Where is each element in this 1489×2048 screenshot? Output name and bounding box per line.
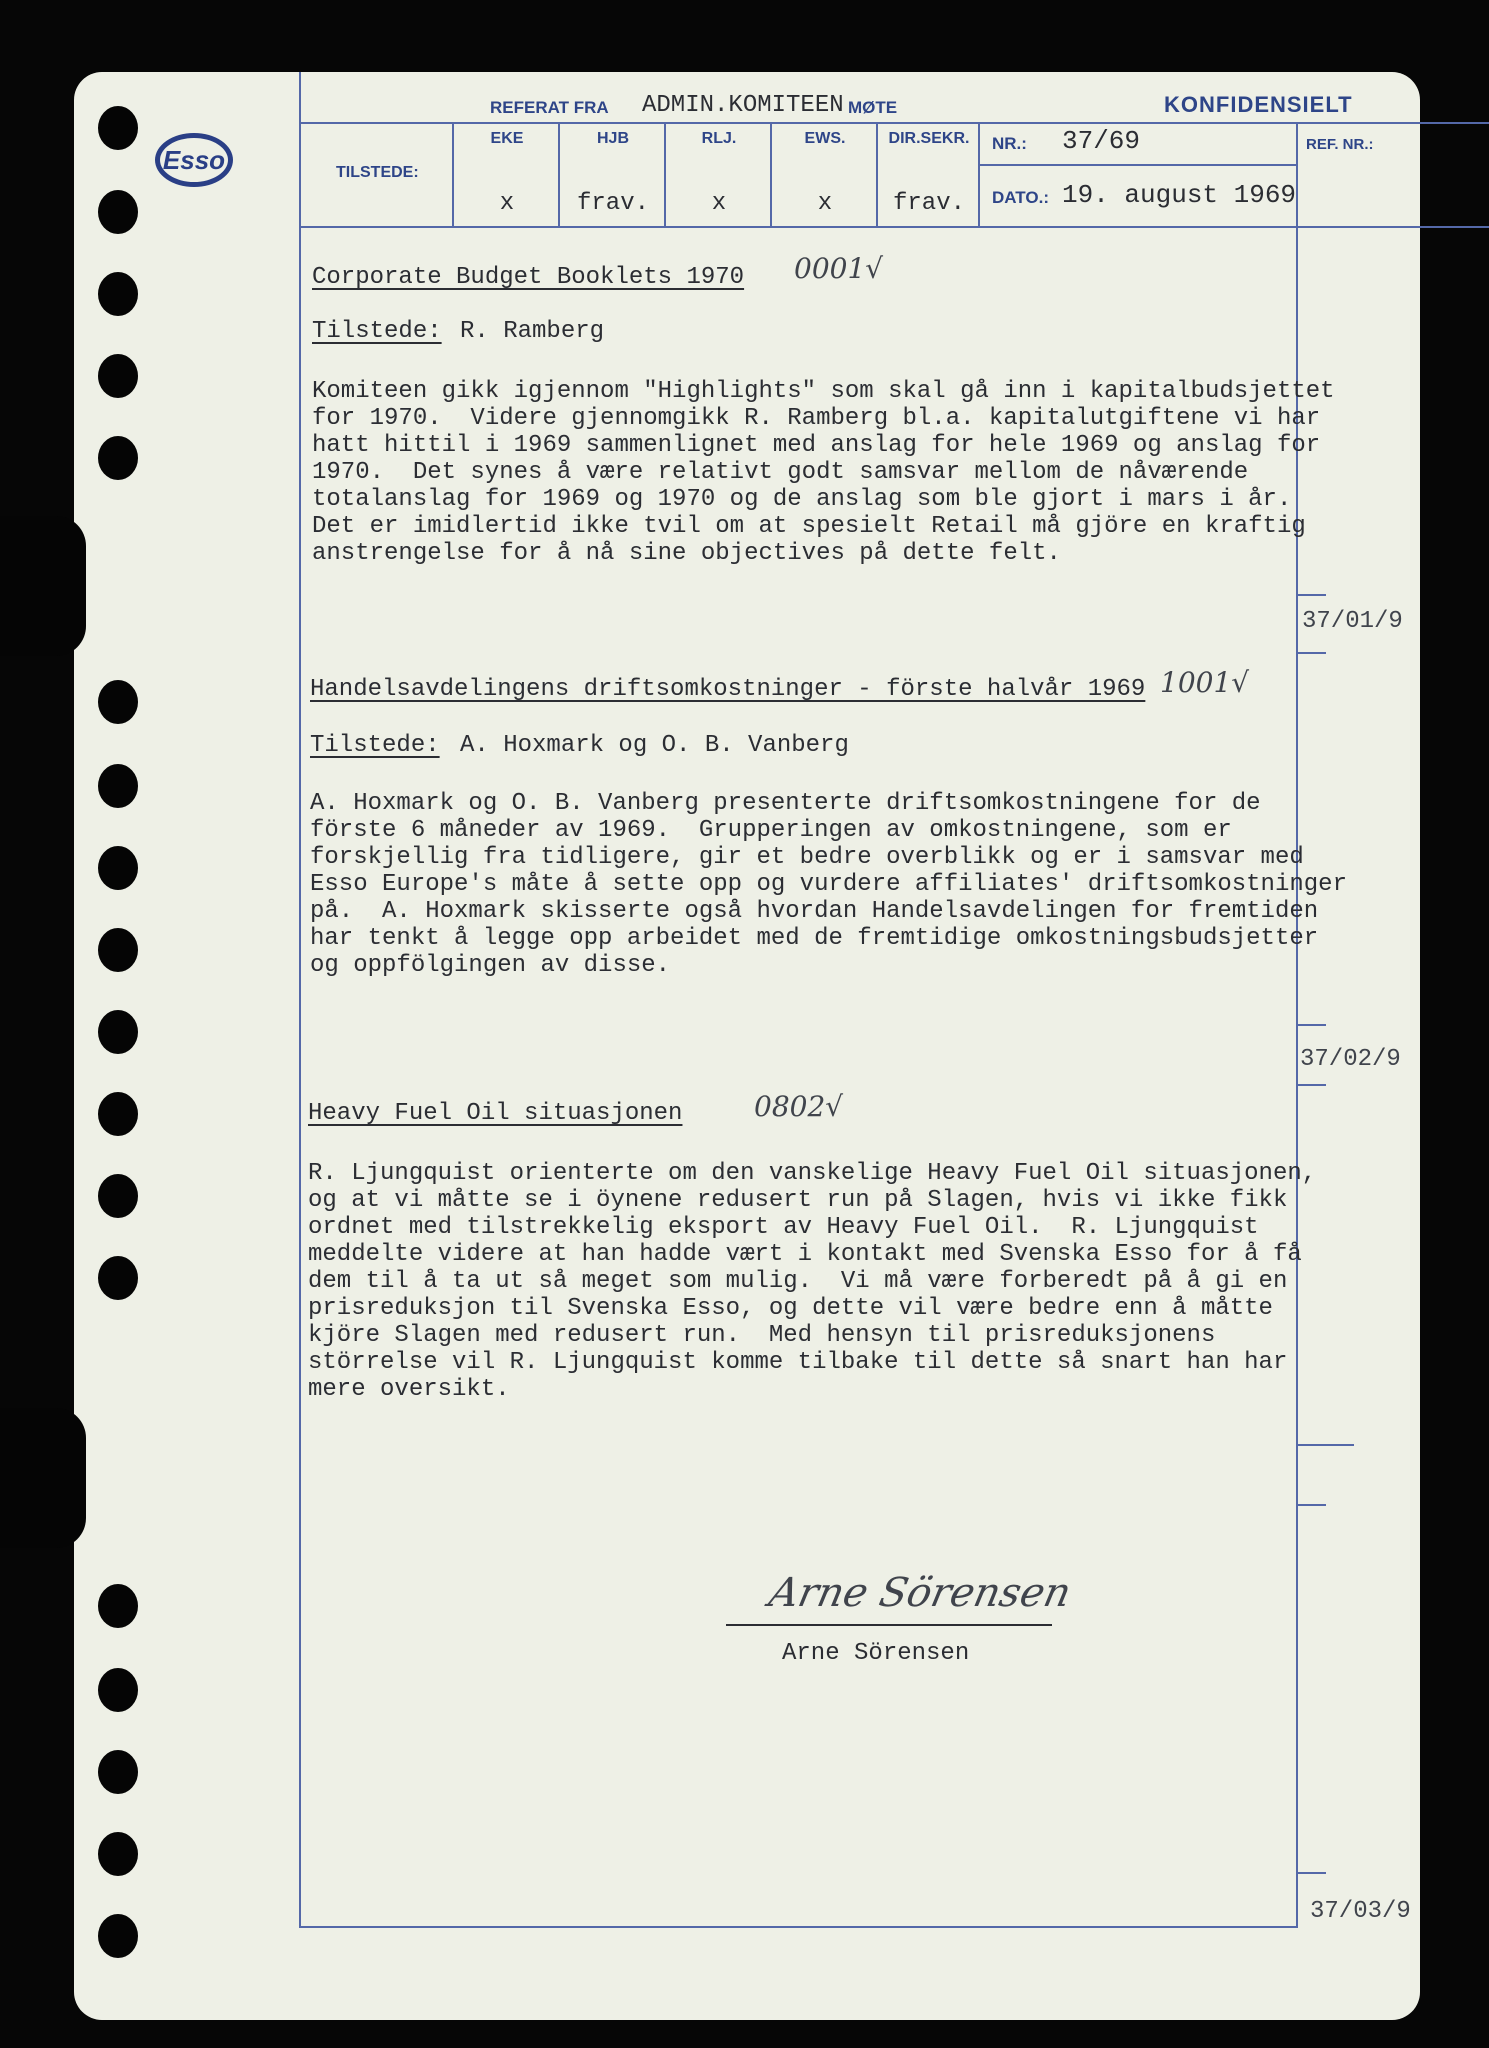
section-code: 0001√	[794, 252, 884, 285]
col-value-eke: x	[499, 190, 515, 217]
margin-ref: 37/03/9	[1310, 1898, 1411, 1925]
referat-fra-value: ADMIN.KOMITEEN	[642, 92, 844, 119]
header-top-rule	[299, 122, 1489, 124]
binder-hole	[98, 1832, 138, 1876]
left-margin-rule	[299, 72, 301, 1928]
present-value: R. Ramberg	[460, 318, 605, 345]
col-label-hjb: HJB	[596, 130, 629, 147]
binder-hole	[98, 1584, 138, 1628]
margin-ref: 37/01/9	[1302, 608, 1403, 635]
col-label-ews: EWS.	[804, 130, 846, 147]
handwritten-signature: Arne Sörensen	[765, 1570, 1076, 1616]
ref-nr-label: REF. NR.:	[1306, 136, 1374, 153]
header-mid-rule	[978, 164, 1296, 166]
margin-tick	[1296, 1084, 1326, 1086]
mote-label: MØTE	[848, 98, 898, 117]
margin-ref: 37/02/9	[1300, 1046, 1401, 1073]
section-code: 0802√	[754, 1090, 844, 1123]
dato-label: DATO.:	[992, 188, 1049, 207]
margin-tick	[1296, 1504, 1326, 1506]
col-label-dirsekr: DIR.SEKR.	[888, 130, 970, 147]
binder-hole	[98, 1914, 138, 1958]
section-body: Komiteen gikk igjennom "Highlights" som skal gå inn i kapitalbudsjettet for 1970. Videre gjennomgikk R. Ramberg bl.a. kapitalutgiftene vi har hatt hittil i 1969 sammenlignet med anslag for hele 1969 og anslag for 1970. Det synes å være relativt godt samsvar mellom de nåværende totalanslag for 1969 og 1970 og de anslag som ble gjort i mars i år. Det er imidlertid ikke tvil om at spesielt Retail må gjöre en kraftig anstrengelse for å nå sine objectives på dette felt.	[312, 378, 1335, 567]
nr-value: 37/69	[1062, 126, 1141, 156]
esso-logo: Esso	[155, 133, 233, 187]
binder-hole	[98, 106, 138, 150]
binder-hole	[98, 1174, 138, 1218]
col-value-rlj: x	[711, 190, 727, 217]
signature-line	[726, 1624, 1052, 1626]
present-value: A. Hoxmark og O. B. Vanberg	[460, 732, 849, 759]
section-title: Handelsavdelingens driftsomkostninger - förste halvår 1969	[310, 676, 1146, 703]
section-title: Heavy Fuel Oil situasjonen	[308, 1100, 683, 1127]
binder-hole	[98, 1256, 138, 1300]
header-col-sep	[1296, 124, 1298, 228]
binder-hole	[98, 846, 138, 890]
header-bottom-rule	[299, 226, 1489, 228]
referat-fra-label: REFERAT FRA	[490, 98, 609, 117]
binder-hole	[98, 354, 138, 398]
binder-hole	[98, 272, 138, 316]
binder-hole	[98, 1092, 138, 1136]
section-code: 1001√	[1160, 666, 1250, 699]
col-label-eke: EKE	[490, 130, 524, 147]
col-value-dirsekr: frav.	[892, 190, 965, 217]
col-value-hjb: frav.	[576, 190, 649, 217]
binder-hole	[98, 680, 138, 724]
binder-hole	[98, 928, 138, 972]
binder-hole	[98, 1010, 138, 1054]
margin-tick	[1296, 652, 1326, 654]
binder-hole	[98, 436, 138, 480]
section-title: Corporate Budget Booklets 1970	[312, 264, 745, 291]
binder-hole	[98, 1750, 138, 1794]
margin-tick	[1296, 1872, 1326, 1874]
binder-hole	[98, 764, 138, 808]
binder-hole	[98, 1668, 138, 1712]
tilstede-label: TILSTEDE:	[336, 164, 419, 181]
bottom-rule	[299, 1926, 1298, 1928]
binder-hole	[98, 190, 138, 234]
nr-label: NR.:	[992, 134, 1027, 153]
margin-tick	[1296, 1024, 1326, 1026]
binder-tab	[0, 516, 86, 656]
section-body: R. Ljungquist orienterte om den vanskelige Heavy Fuel Oil situasjonen, og at vi måtte se i öynene redusert run på Slagen, hvis vi ikke fikk ordnet med tilstrekkelig eksport av Heavy Fuel Oil. R. Ljungquist meddelte videre at han hadde vært i kontakt med Svenska Esso for å få dem til å ta ut så meget som mulig. Vi må være forberedt på å gi en prisreduksjon til Svenska Esso, og dette vil være bedre enn å måtte kjöre Slagen med redusert run. Med hensyn til prisreduksjonens störrelse vil R. Ljungquist komme tilbake til dette så snart han har mere oversikt.	[308, 1160, 1317, 1403]
section-body: A. Hoxmark og O. B. Vanberg presenterte driftsomkostningene for de förste 6 måneder av 1969. Grupperingen av omkostningene, som er forskjellig fra tidligere, gir et bedre overblikk og er i samsvar med Esso Europe's måte å sette opp og vurdere affiliates' driftsomkostninger på. A. Hoxmark skisserte også hvordan Handelsavdelingen for fremtiden har tenkt å legge opp arbeidet med de fremtidige omkostningsbudsjetter og oppfölgingen av disse.	[310, 790, 1347, 979]
dato-value: 19. august 1969	[1062, 180, 1297, 210]
margin-tick	[1296, 1444, 1354, 1446]
typed-signature: Arne Sörensen	[782, 1640, 970, 1667]
document-page	[74, 72, 1420, 2020]
present-label: Tilstede:	[312, 318, 442, 345]
confidential-label: KONFIDENSIELT	[1164, 92, 1353, 117]
binder-tab	[0, 1408, 86, 1548]
margin-tick	[1296, 594, 1326, 596]
present-label: Tilstede:	[310, 732, 440, 759]
col-value-ews: x	[817, 190, 833, 217]
col-label-rlj: RLJ.	[701, 130, 737, 147]
